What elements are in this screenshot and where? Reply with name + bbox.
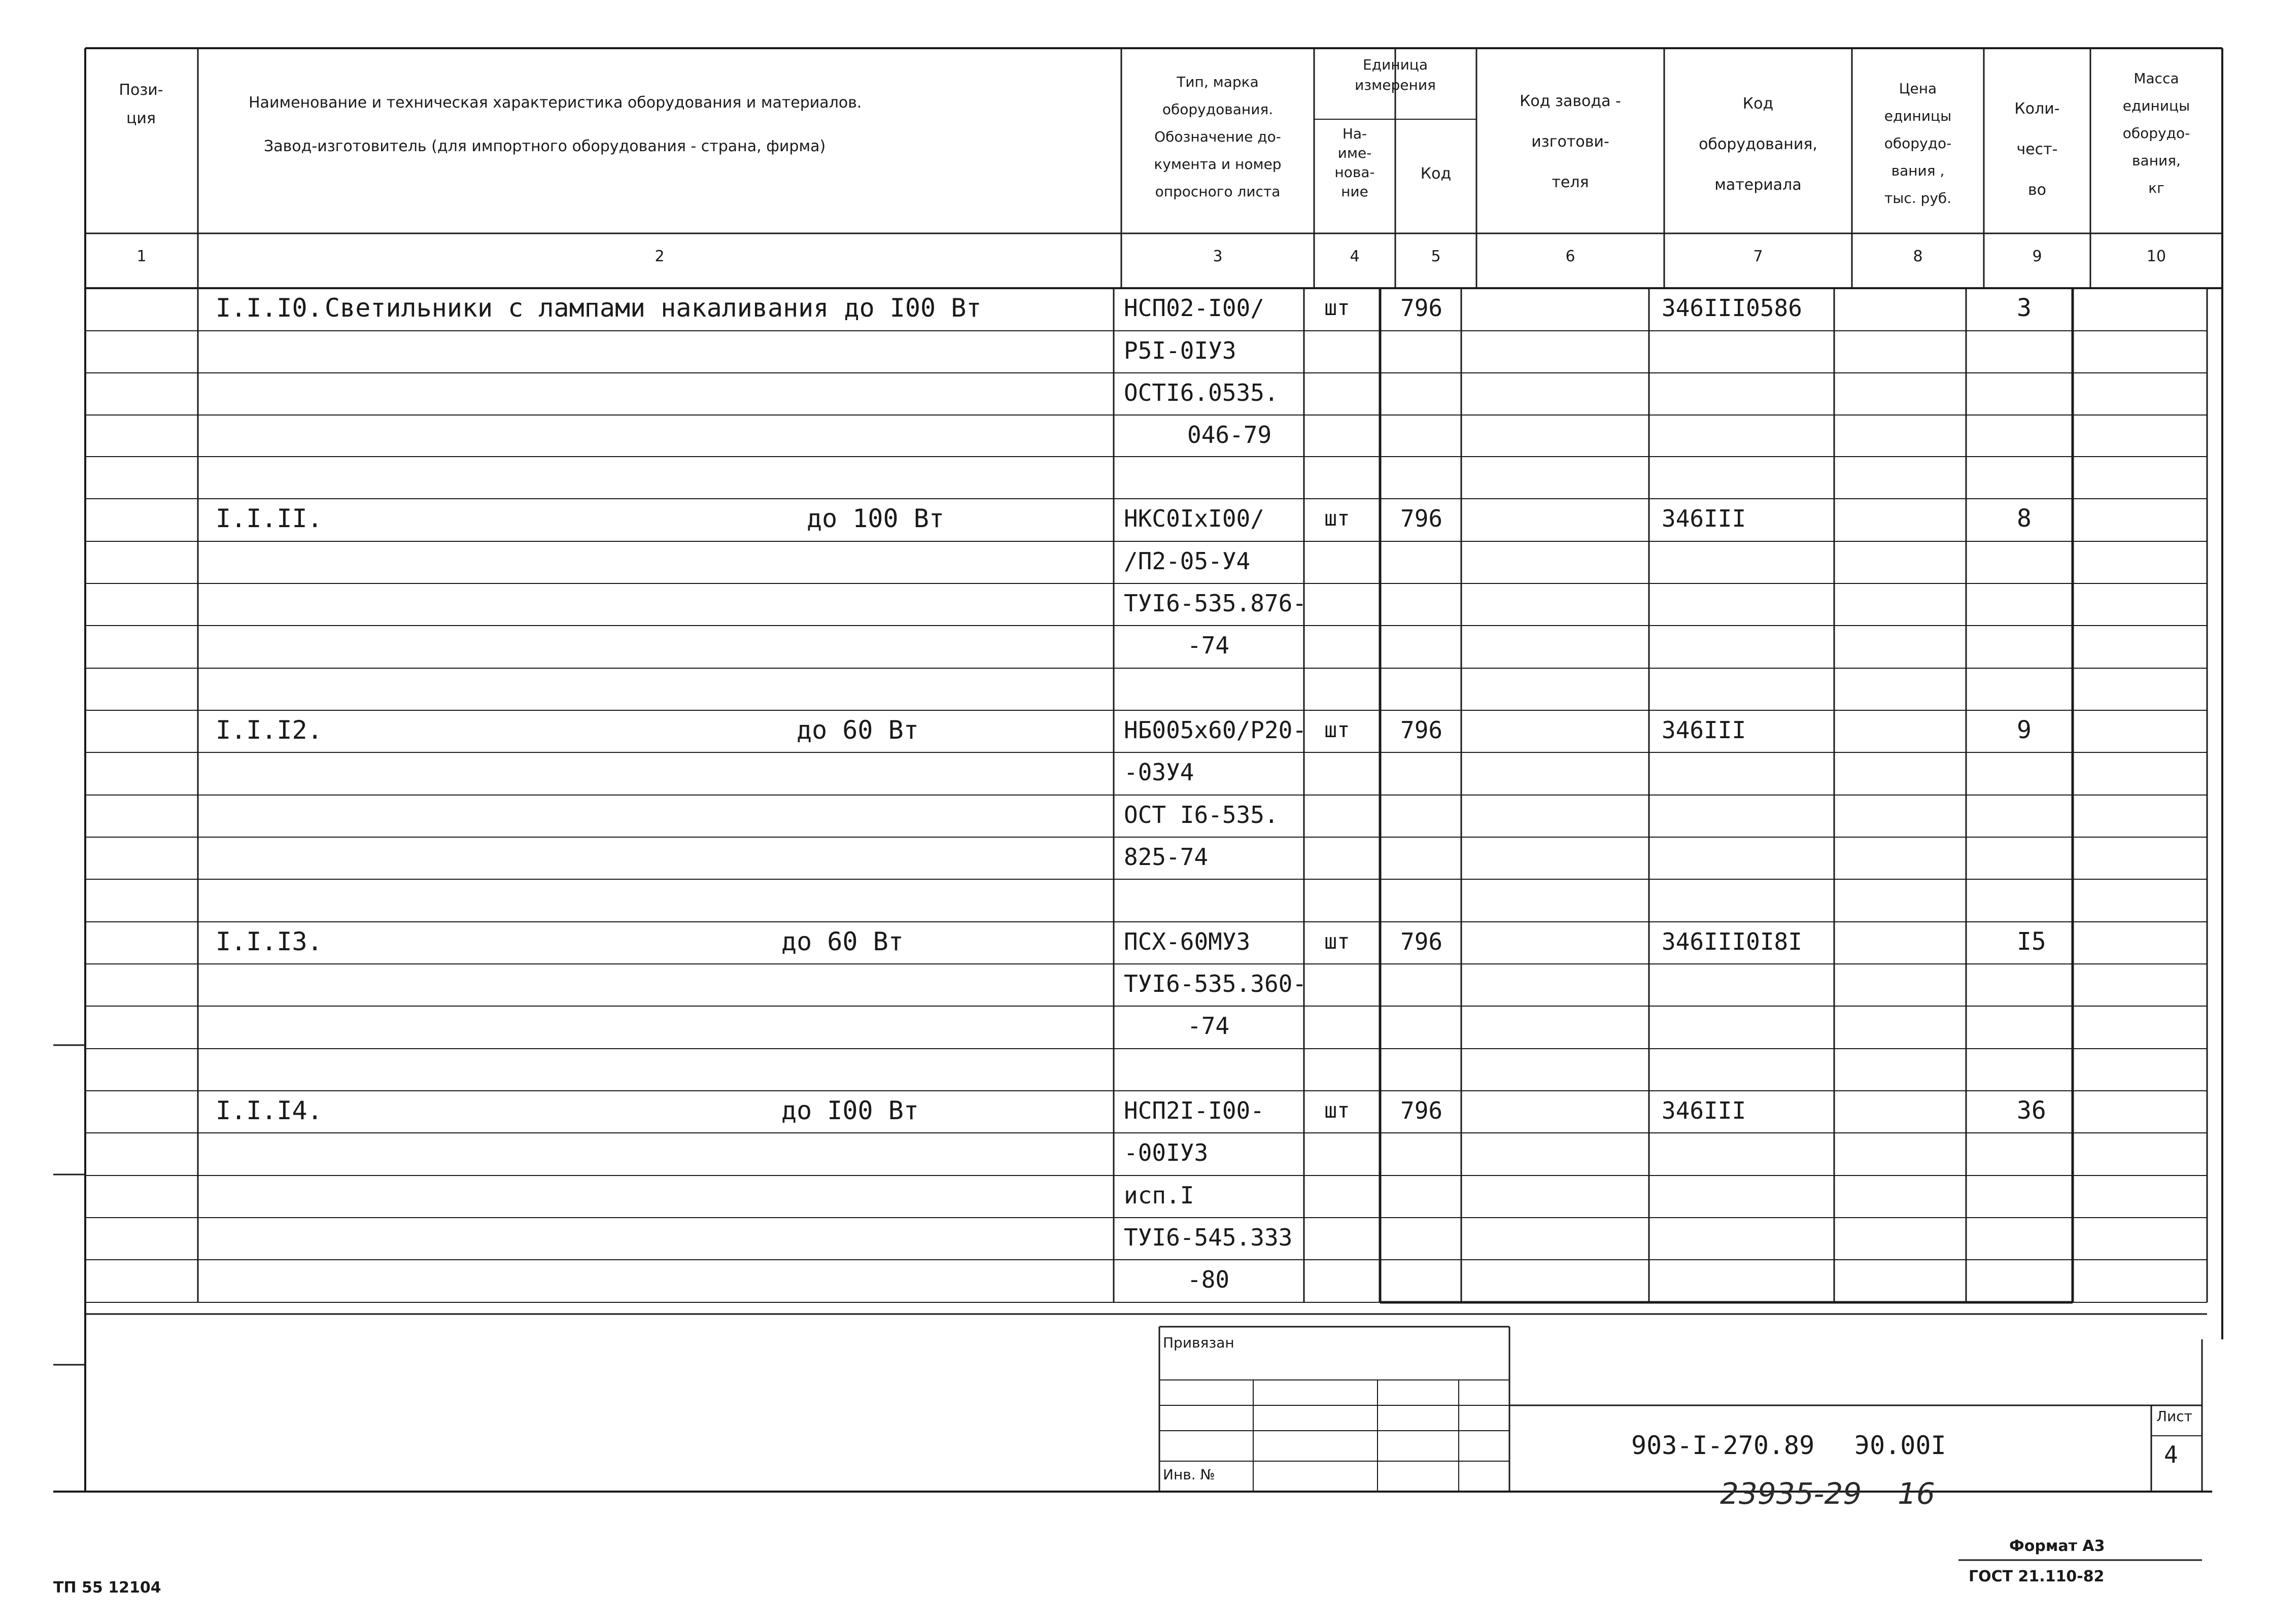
column-number: 9 <box>2032 248 2042 265</box>
header-unit-group: Единица измерения <box>1355 56 1436 93</box>
doc-suffix: Э0.00I <box>1854 1431 1946 1460</box>
item-quantity: I5 <box>2017 927 2046 956</box>
item-position: I.I.II. <box>216 504 323 533</box>
item-description: до I00 Вт <box>781 1096 919 1125</box>
item-quantity: 9 <box>2017 716 2032 744</box>
header-col3: Тип, марка оборудования. Обозначение до- кумента и номер опросного листа <box>1154 74 1282 200</box>
header-col6: Код завода - изготови- теля <box>1520 92 1621 191</box>
stamp-inv-no: Инв. № <box>1163 1466 1215 1483</box>
column-number: 1 <box>136 248 147 265</box>
header-col8: Цена единицы оборудо- вания , тыс. руб. <box>1884 80 1952 206</box>
item-type-line: /П2-05-У4 <box>1124 547 1251 575</box>
item-type-line: -74 <box>1187 632 1230 659</box>
column-number: 6 <box>1565 248 1575 265</box>
column-number: 8 <box>1913 248 1923 265</box>
item-type-line: 046-79 <box>1187 421 1272 448</box>
column-number: 2 <box>655 248 665 265</box>
item-quantity: 8 <box>2017 504 2032 533</box>
item-equipment-code: 346III <box>1662 716 1746 744</box>
item-type-line: НСП02-I00/ <box>1124 294 1264 322</box>
item-type-line: ТУI6-535.360- <box>1124 970 1307 997</box>
item-type-line: НКС0IхI00/ <box>1124 505 1264 532</box>
item-unit: шт <box>1324 1098 1350 1123</box>
item-quantity: 36 <box>2017 1096 2046 1125</box>
handwritten-number: 23935-29 <box>1720 1476 1862 1511</box>
header-col1: Пози- ция <box>119 81 163 127</box>
item-equipment-code: 346III0586 <box>1662 294 1802 322</box>
handwritten-page: 16 <box>1898 1476 1935 1511</box>
item-unit: шт <box>1324 506 1350 531</box>
item-unit: шт <box>1324 717 1350 742</box>
item-unit: шт <box>1324 295 1350 320</box>
item-type-line: ТУI6-535.876- <box>1124 590 1307 617</box>
item-description: до 60 Вт <box>797 715 919 745</box>
item-unit-code: 796 <box>1400 716 1443 744</box>
item-equipment-code: 346III <box>1662 505 1746 532</box>
stamp-privyazan: Привязан <box>1163 1334 1234 1351</box>
column-number: 7 <box>1753 248 1763 265</box>
header-col5: Код <box>1420 165 1452 183</box>
sheet-label: Лист <box>2156 1408 2192 1425</box>
item-type-line: НБ005х60/Р20- <box>1124 716 1307 744</box>
tp-label: ТП 55 12104 <box>53 1579 161 1597</box>
column-number: 5 <box>1431 248 1441 265</box>
header-col4: На- име- нова- ние <box>1334 125 1375 200</box>
gost-label: ГОСТ 21.110-82 <box>1969 1568 2105 1585</box>
item-unit-code: 796 <box>1400 294 1443 322</box>
column-number: 3 <box>1213 248 1223 265</box>
item-position: I.I.I0. <box>216 293 323 323</box>
item-type-line: -74 <box>1187 1012 1230 1040</box>
item-unit-code: 796 <box>1400 1097 1443 1124</box>
format-label: Формат А3 <box>2009 1537 2105 1555</box>
doc-code: 903-I-270.89 <box>1631 1431 1815 1460</box>
sheet-number: 4 <box>2164 1441 2178 1468</box>
item-type-line: ОСТI6.0535. <box>1124 379 1279 406</box>
item-type-line: -03У4 <box>1124 758 1194 786</box>
item-type-line: -00IУ3 <box>1124 1139 1209 1166</box>
item-description: до 60 Вт <box>781 927 904 956</box>
item-quantity: 3 <box>2017 294 2032 322</box>
item-position: I.I.I2. <box>216 715 323 745</box>
header-col10: Масса единицы оборудо- вания, кг <box>2122 70 2190 196</box>
item-type-line: исп.I <box>1124 1182 1194 1209</box>
item-unit-code: 796 <box>1400 928 1443 955</box>
item-equipment-code: 346III0I8I <box>1662 928 1802 955</box>
item-position: I.I.I4. <box>216 1096 323 1125</box>
header-col2: Наименование и техническая характеристика оборудования и материалов. Завод-изготовитель (для импортного оборудования - страна, фирма) <box>249 94 862 155</box>
item-description: до 100 Вт <box>807 504 944 533</box>
item-type-line: ТУI6-545.333 <box>1124 1224 1293 1251</box>
column-number: 4 <box>1350 248 1360 265</box>
item-equipment-code: 346III <box>1662 1097 1746 1124</box>
item-name: Светильники с лампами накаливания до I00 Вт <box>325 293 982 323</box>
item-unit: шт <box>1324 929 1350 954</box>
item-type-line: ОСТ I6-535. <box>1124 801 1279 828</box>
header-col7: Код оборудования, материала <box>1699 95 1817 194</box>
item-type-line: 825-74 <box>1124 843 1209 871</box>
item-position: I.I.I3. <box>216 927 323 956</box>
item-type-line: НСП2I-I00- <box>1124 1097 1264 1124</box>
item-type-line: ПСХ-60МУ3 <box>1124 928 1251 955</box>
item-type-line: -80 <box>1187 1266 1230 1293</box>
item-unit-code: 796 <box>1400 505 1443 532</box>
column-number: 10 <box>2146 248 2166 265</box>
header-col9: Коли- чест- во <box>2014 100 2060 199</box>
item-type-line: Р5I-0IУ3 <box>1124 337 1236 364</box>
